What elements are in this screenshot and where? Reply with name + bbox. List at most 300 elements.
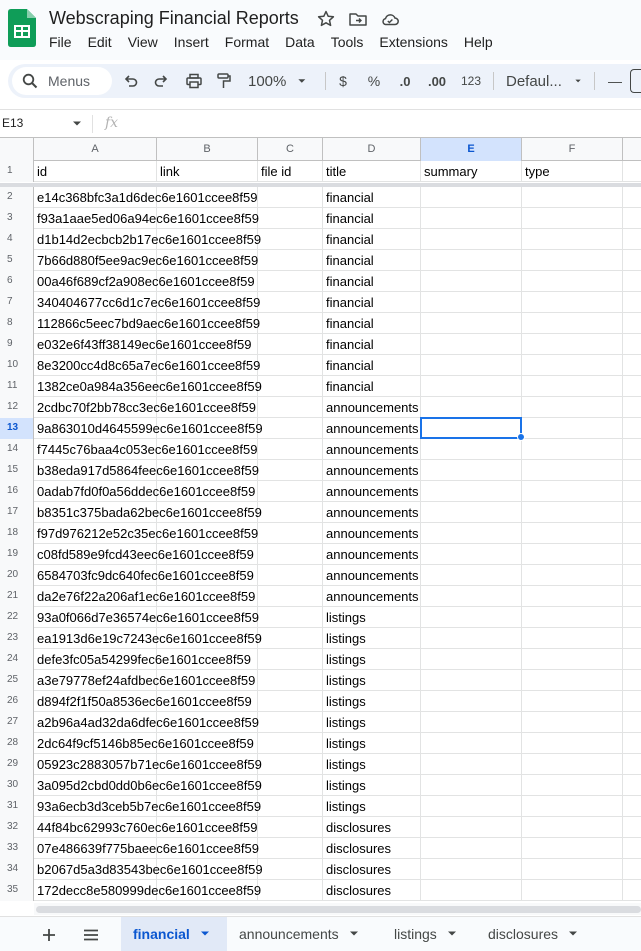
cell-id[interactable]: 0adab7fd0f0a56ddec6e1601ccee8f59 bbox=[34, 481, 157, 502]
cell-title[interactable]: financial bbox=[323, 250, 421, 271]
row-header[interactable]: 31 bbox=[0, 796, 34, 817]
cell-file-id[interactable] bbox=[258, 397, 323, 418]
chevron-down-icon bbox=[294, 76, 310, 86]
cell-title[interactable]: disclosures bbox=[323, 859, 421, 880]
row-header[interactable]: 2 bbox=[0, 187, 34, 208]
cell-type[interactable] bbox=[522, 397, 623, 418]
menu-file[interactable]: File bbox=[49, 34, 72, 50]
document-title[interactable]: Webscraping Financial Reports bbox=[49, 8, 299, 28]
menu-lines-icon bbox=[83, 929, 99, 941]
row-header[interactable]: 18 bbox=[0, 523, 34, 544]
column-header-e[interactable]: E bbox=[421, 138, 522, 161]
move-folder-icon[interactable] bbox=[348, 9, 368, 29]
cell-type[interactable] bbox=[522, 628, 623, 649]
cell-title[interactable]: announcements bbox=[323, 397, 421, 418]
header-cell-link[interactable]: link bbox=[157, 161, 258, 182]
table-row bbox=[0, 397, 641, 418]
row-header[interactable]: 24 bbox=[0, 649, 34, 670]
cell-id[interactable]: 00a46f689cf2a908ec6e1601ccee8f59 bbox=[34, 271, 157, 292]
cell-file-id[interactable] bbox=[258, 334, 323, 355]
row-header[interactable]: 3 bbox=[0, 208, 34, 229]
row-header[interactable]: 9 bbox=[0, 334, 34, 355]
cell-id[interactable]: 93a6ecb3d3ceb5b7ec6e1601ccee8f59 bbox=[34, 796, 157, 817]
menu-format[interactable]: Format bbox=[224, 34, 270, 50]
cell-id[interactable]: d894f2f1f50a8536ec6e1601ccee8f59 bbox=[34, 691, 157, 712]
row-header[interactable]: 15 bbox=[0, 460, 34, 481]
cell-title[interactable]: announcements bbox=[323, 544, 421, 565]
cell-id[interactable]: f7445c76baa4c053ec6e1601ccee8f59 bbox=[34, 439, 157, 460]
cell-summary[interactable] bbox=[421, 586, 522, 607]
table-row bbox=[0, 670, 641, 691]
table-row bbox=[0, 250, 641, 271]
scrollbar-thumb[interactable] bbox=[36, 906, 641, 913]
row-header[interactable]: 16 bbox=[0, 481, 34, 502]
formula-bar-divider bbox=[92, 115, 93, 133]
cell-type[interactable] bbox=[522, 649, 623, 670]
sheet-tab-label: disclosures bbox=[488, 926, 559, 942]
cell-file-id[interactable] bbox=[258, 649, 323, 670]
cell-type[interactable] bbox=[522, 733, 623, 754]
table-row bbox=[0, 754, 641, 775]
cell-title[interactable]: financial bbox=[323, 313, 421, 334]
column-header-b[interactable]: B bbox=[157, 138, 258, 161]
cell-type[interactable] bbox=[522, 775, 623, 796]
cell-file-id[interactable] bbox=[258, 628, 323, 649]
cell-file-id[interactable] bbox=[258, 481, 323, 502]
row-header[interactable]: 14 bbox=[0, 439, 34, 460]
cell-summary[interactable] bbox=[421, 565, 522, 586]
row-header[interactable]: 34 bbox=[0, 859, 34, 880]
cell-id[interactable]: 07e486639f775baeec6e1601ccee8f59 bbox=[34, 838, 157, 859]
menu-view[interactable]: View bbox=[127, 34, 158, 50]
cell-summary[interactable] bbox=[421, 376, 522, 397]
cell-file-id[interactable] bbox=[258, 229, 323, 250]
cell-title[interactable]: financial bbox=[323, 208, 421, 229]
chevron-down-icon[interactable] bbox=[72, 121, 82, 127]
row-header[interactable]: 35 bbox=[0, 880, 34, 901]
add-sheet-button[interactable] bbox=[38, 924, 60, 946]
cell-title[interactable]: financial bbox=[323, 355, 421, 376]
cell-summary[interactable] bbox=[421, 481, 522, 502]
row-header[interactable]: 26 bbox=[0, 691, 34, 712]
cell-file-id[interactable] bbox=[258, 460, 323, 481]
row-header[interactable]: 32 bbox=[0, 817, 34, 838]
zoom-select[interactable] bbox=[248, 64, 310, 98]
cell-file-id[interactable] bbox=[258, 712, 323, 733]
cell-summary[interactable] bbox=[421, 628, 522, 649]
cell-file-id[interactable] bbox=[258, 775, 323, 796]
cell-summary[interactable] bbox=[421, 754, 522, 775]
cell-file-id[interactable] bbox=[258, 355, 323, 376]
decrease-font-size-button[interactable]: — bbox=[608, 73, 622, 89]
sheet-tab-listings[interactable] bbox=[382, 917, 472, 951]
cell-file-id[interactable] bbox=[258, 439, 323, 460]
row-header[interactable]: 7 bbox=[0, 292, 34, 313]
column-header-f[interactable]: F bbox=[522, 138, 623, 161]
cell-summary[interactable] bbox=[421, 460, 522, 481]
star-icon[interactable] bbox=[316, 9, 336, 29]
cell-title[interactable]: financial bbox=[323, 229, 421, 250]
font-family-value: Defaul... bbox=[506, 72, 562, 90]
cell-file-id[interactable] bbox=[258, 607, 323, 628]
cell-id[interactable]: 1382ce0a984a356eec6e1601ccee8f59 bbox=[34, 376, 157, 397]
table-row bbox=[0, 161, 641, 182]
table-row bbox=[0, 586, 641, 607]
chevron-down-icon[interactable] bbox=[349, 931, 359, 937]
cell-id[interactable]: a3e79778ef24afdbec6e1601ccee8f59 bbox=[34, 670, 157, 691]
cell-type[interactable] bbox=[522, 418, 623, 439]
undo-icon bbox=[123, 73, 139, 89]
cell-id[interactable]: 172decc8e580999dec6e1601ccee8f59 bbox=[34, 880, 157, 901]
cell-title[interactable]: announcements bbox=[323, 502, 421, 523]
cell-id[interactable]: defe3fc05a54299fec6e1601ccee8f59 bbox=[34, 649, 157, 670]
cell-summary[interactable] bbox=[421, 271, 522, 292]
row-header[interactable]: 22 bbox=[0, 607, 34, 628]
cell-file-id[interactable] bbox=[258, 313, 323, 334]
row-header[interactable]: 5 bbox=[0, 250, 34, 271]
row-header[interactable]: 1 bbox=[0, 161, 34, 182]
cell-id[interactable]: 6584703fc9dc640fec6e1601ccee8f59 bbox=[34, 565, 157, 586]
chevron-down-icon[interactable] bbox=[200, 931, 210, 937]
table-row bbox=[0, 418, 641, 439]
row-header[interactable]: 19 bbox=[0, 544, 34, 565]
toolbar-divider bbox=[594, 72, 595, 90]
row-header[interactable]: 27 bbox=[0, 712, 34, 733]
cell-id[interactable]: 3a095d2cbd0dd0b6ec6e1601ccee8f59 bbox=[34, 775, 157, 796]
cell-id[interactable]: 7b66d880f5ee9ac9ec6e1601ccee8f59 bbox=[34, 250, 157, 271]
sheet-tab-financial[interactable] bbox=[121, 917, 227, 951]
cell-type[interactable] bbox=[522, 355, 623, 376]
name-box[interactable]: E13 bbox=[2, 116, 24, 130]
cell-summary[interactable] bbox=[421, 187, 522, 208]
cell-id[interactable]: 9a863010d4645599ec6e1601ccee8f59 bbox=[34, 418, 157, 439]
cell-file-id[interactable] bbox=[258, 271, 323, 292]
table-row bbox=[0, 523, 641, 544]
table-row bbox=[0, 187, 641, 208]
cell-summary[interactable] bbox=[421, 880, 522, 901]
cell-id[interactable]: e14c368bfc3a1d6dec6e1601ccee8f59 bbox=[34, 187, 157, 208]
row-header[interactable]: 33 bbox=[0, 838, 34, 859]
cell-summary[interactable] bbox=[421, 313, 522, 334]
header-cell-id[interactable]: id bbox=[34, 161, 157, 182]
cell-title[interactable]: financial bbox=[323, 334, 421, 355]
cell-type[interactable] bbox=[522, 229, 623, 250]
row-header[interactable]: 10 bbox=[0, 355, 34, 376]
cell-summary[interactable] bbox=[421, 355, 522, 376]
menu-bar bbox=[41, 33, 501, 53]
cell-title[interactable]: disclosures bbox=[323, 817, 421, 838]
cell-summary[interactable] bbox=[421, 439, 522, 460]
toolbar-divider bbox=[493, 72, 494, 90]
cell-title[interactable]: announcements bbox=[323, 565, 421, 586]
cell-title[interactable]: listings bbox=[323, 733, 421, 754]
paint-format-button[interactable] bbox=[211, 64, 237, 98]
cell-id[interactable]: ea1913d6e19c7243ec6e1601ccee8f59 bbox=[34, 628, 157, 649]
currency-format-button[interactable]: $ bbox=[339, 73, 347, 89]
cell-type[interactable] bbox=[522, 586, 623, 607]
row-header[interactable]: 8 bbox=[0, 313, 34, 334]
row-header[interactable]: 20 bbox=[0, 565, 34, 586]
column-header-g[interactable] bbox=[623, 138, 641, 161]
select-all-corner[interactable] bbox=[0, 138, 34, 161]
cell-id[interactable]: c08fd589e9fcd43eec6e1601ccee8f59 bbox=[34, 544, 157, 565]
cell-type[interactable] bbox=[522, 271, 623, 292]
cell-file-id[interactable] bbox=[258, 733, 323, 754]
cell-type[interactable] bbox=[522, 670, 623, 691]
row-header[interactable]: 25 bbox=[0, 670, 34, 691]
table-row bbox=[0, 502, 641, 523]
row-header[interactable]: 28 bbox=[0, 733, 34, 754]
sheet-tabs-bar bbox=[0, 916, 641, 951]
row-header[interactable]: 30 bbox=[0, 775, 34, 796]
cell-file-id[interactable] bbox=[258, 250, 323, 271]
cell-title[interactable]: listings bbox=[323, 628, 421, 649]
formula-input[interactable] bbox=[130, 116, 630, 132]
cell-file-id[interactable] bbox=[258, 817, 323, 838]
cell-id[interactable]: 2cdbc70f2bb78cc3ec6e1601ccee8f59 bbox=[34, 397, 157, 418]
cell-title[interactable]: announcements bbox=[323, 439, 421, 460]
cell-summary[interactable] bbox=[421, 334, 522, 355]
cell-summary[interactable] bbox=[421, 250, 522, 271]
row-header[interactable]: 29 bbox=[0, 754, 34, 775]
cell-type[interactable] bbox=[522, 439, 623, 460]
cell-file-id[interactable] bbox=[258, 670, 323, 691]
table-row bbox=[0, 292, 641, 313]
header-cell-title[interactable]: title bbox=[323, 161, 421, 182]
cell-summary[interactable] bbox=[421, 817, 522, 838]
cell-type[interactable] bbox=[522, 250, 623, 271]
cell-type[interactable] bbox=[522, 208, 623, 229]
menu-tools[interactable]: Tools bbox=[330, 34, 364, 50]
decrease-decimal-label: .0 bbox=[399, 73, 411, 89]
table-row bbox=[0, 691, 641, 712]
search-menus-button[interactable] bbox=[12, 67, 112, 95]
sheets-logo-icon[interactable] bbox=[8, 9, 36, 47]
chevron-down-icon bbox=[572, 76, 584, 86]
cell-title[interactable]: listings bbox=[323, 649, 421, 670]
cell-file-id[interactable] bbox=[258, 292, 323, 313]
fill-handle[interactable] bbox=[517, 433, 525, 441]
table-row bbox=[0, 838, 641, 859]
cell-type[interactable] bbox=[522, 607, 623, 628]
cell-id[interactable]: b38eda917d5864feec6e1601ccee8f59 bbox=[34, 460, 157, 481]
cell-summary[interactable] bbox=[421, 229, 522, 250]
header-cell-summary[interactable]: summary bbox=[421, 161, 522, 182]
cell-type[interactable] bbox=[522, 712, 623, 733]
cell-type[interactable] bbox=[522, 481, 623, 502]
cell-file-id[interactable] bbox=[258, 187, 323, 208]
spreadsheet-grid[interactable] bbox=[0, 137, 641, 902]
cell-id[interactable]: e032e6f43ff38149ec6e1601ccee8f59 bbox=[34, 334, 157, 355]
cell-file-id[interactable] bbox=[258, 502, 323, 523]
cell-title[interactable]: announcements bbox=[323, 523, 421, 544]
cell-file-id[interactable] bbox=[258, 796, 323, 817]
table-row bbox=[0, 208, 641, 229]
cell-title[interactable]: listings bbox=[323, 754, 421, 775]
cell-title[interactable]: announcements bbox=[323, 586, 421, 607]
cell-summary[interactable] bbox=[421, 418, 522, 439]
cell-summary[interactable] bbox=[421, 691, 522, 712]
horizontal-scrollbar[interactable] bbox=[34, 903, 641, 915]
row-header[interactable]: 21 bbox=[0, 586, 34, 607]
table-row bbox=[0, 334, 641, 355]
cell-id[interactable]: f93a1aae5ed06a94ec6e1601ccee8f59 bbox=[34, 208, 157, 229]
fx-icon: fx bbox=[105, 115, 119, 131]
cell-title[interactable]: listings bbox=[323, 796, 421, 817]
toolbar-divider bbox=[325, 72, 326, 90]
table-row bbox=[0, 859, 641, 880]
cell-type[interactable] bbox=[522, 859, 623, 880]
cell-type[interactable] bbox=[522, 817, 623, 838]
cell-title[interactable]: financial bbox=[323, 187, 421, 208]
cell-file-id[interactable] bbox=[258, 880, 323, 901]
cell-summary[interactable] bbox=[421, 292, 522, 313]
cell-type[interactable] bbox=[522, 754, 623, 775]
cell-id[interactable]: f97d976212e52c35ec6e1601ccee8f59 bbox=[34, 523, 157, 544]
cell-type[interactable] bbox=[522, 313, 623, 334]
cell-file-id[interactable] bbox=[258, 565, 323, 586]
menu-data[interactable]: Data bbox=[285, 34, 315, 50]
cell-type[interactable] bbox=[522, 460, 623, 481]
chevron-down-icon[interactable] bbox=[447, 931, 457, 937]
font-size-input[interactable] bbox=[630, 69, 641, 93]
cell-type[interactable] bbox=[522, 544, 623, 565]
cell-file-id[interactable] bbox=[258, 208, 323, 229]
cell-title[interactable]: listings bbox=[323, 670, 421, 691]
column-header-a[interactable]: A bbox=[34, 138, 157, 161]
cell-summary[interactable] bbox=[421, 523, 522, 544]
menu-edit[interactable]: Edit bbox=[87, 34, 112, 50]
cell-id[interactable]: 112866c5eec7bd9aec6e1601ccee8f59 bbox=[34, 313, 157, 334]
cell-id[interactable]: d1b14d2ecbcb2b17ec6e1601ccee8f59 bbox=[34, 229, 157, 250]
cell-type[interactable] bbox=[522, 796, 623, 817]
header-cell-type[interactable]: type bbox=[522, 161, 623, 182]
table-row bbox=[0, 607, 641, 628]
increase-decimal-button[interactable] bbox=[422, 64, 452, 98]
cell-summary[interactable] bbox=[421, 775, 522, 796]
cell-type[interactable] bbox=[522, 838, 623, 859]
cell-type[interactable] bbox=[522, 691, 623, 712]
cell-summary[interactable] bbox=[421, 208, 522, 229]
cell-summary[interactable] bbox=[421, 859, 522, 880]
cell-file-id[interactable] bbox=[258, 544, 323, 565]
cell-summary[interactable] bbox=[421, 649, 522, 670]
cell-id[interactable]: 2dc64f9cf5146b85ec6e1601ccee8f59 bbox=[34, 733, 157, 754]
cloud-saved-icon[interactable] bbox=[380, 9, 400, 29]
cell-title[interactable]: announcements bbox=[323, 460, 421, 481]
cell-title[interactable]: disclosures bbox=[323, 838, 421, 859]
cell-file-id[interactable] bbox=[258, 859, 323, 880]
cell-id[interactable]: 340404677cc6d1c7ec6e1601ccee8f59 bbox=[34, 292, 157, 313]
cell-file-id[interactable] bbox=[258, 754, 323, 775]
cell-file-id[interactable] bbox=[258, 838, 323, 859]
row-header[interactable]: 6 bbox=[0, 271, 34, 292]
font-family-select[interactable] bbox=[502, 64, 584, 98]
cell-title[interactable]: listings bbox=[323, 691, 421, 712]
cell-title[interactable]: announcements bbox=[323, 418, 421, 439]
cell-id[interactable]: b2067d5a3d83543bec6e1601ccee8f59 bbox=[34, 859, 157, 880]
cell-type[interactable] bbox=[522, 565, 623, 586]
print-button[interactable] bbox=[181, 64, 207, 98]
cell-id[interactable]: a2b96a4ad32da6dfec6e1601ccee8f59 bbox=[34, 712, 157, 733]
cell-id[interactable]: 8e3200cc4d8c65a7ec6e1601ccee8f59 bbox=[34, 355, 157, 376]
cell-title[interactable]: listings bbox=[323, 607, 421, 628]
cell-summary[interactable] bbox=[421, 712, 522, 733]
menu-extensions[interactable]: Extensions bbox=[379, 34, 448, 50]
percent-format-button[interactable]: % bbox=[367, 73, 381, 89]
cell-summary[interactable] bbox=[421, 733, 522, 754]
cell-id[interactable]: 44f84bc62993c760ec6e1601ccee8f59 bbox=[34, 817, 157, 838]
cell-file-id[interactable] bbox=[258, 523, 323, 544]
cell-type[interactable] bbox=[522, 880, 623, 901]
row-header[interactable]: 12 bbox=[0, 397, 34, 418]
column-header-c[interactable]: C bbox=[258, 138, 323, 161]
cell-id[interactable]: 93a0f066d7e36574ec6e1601ccee8f59 bbox=[34, 607, 157, 628]
chevron-down-icon[interactable] bbox=[568, 931, 578, 937]
row-header[interactable]: 23 bbox=[0, 628, 34, 649]
cell-summary[interactable] bbox=[421, 838, 522, 859]
decrease-decimal-button[interactable] bbox=[392, 64, 418, 98]
table-row bbox=[0, 712, 641, 733]
menu-help[interactable]: Help bbox=[463, 34, 493, 50]
row-header[interactable]: 4 bbox=[0, 229, 34, 250]
column-header-d[interactable]: D bbox=[323, 138, 421, 161]
cell-type[interactable] bbox=[522, 292, 623, 313]
cell-title[interactable]: financial bbox=[323, 271, 421, 292]
sheet-tab-disclosures[interactable] bbox=[476, 917, 596, 951]
cell-file-id[interactable] bbox=[258, 376, 323, 397]
cell-type[interactable] bbox=[522, 334, 623, 355]
cell-title[interactable]: financial bbox=[323, 292, 421, 313]
cell-summary[interactable] bbox=[421, 670, 522, 691]
cell-title[interactable]: listings bbox=[323, 775, 421, 796]
cell-type[interactable] bbox=[522, 376, 623, 397]
all-sheets-button[interactable] bbox=[80, 924, 102, 946]
menu-insert[interactable]: Insert bbox=[173, 34, 209, 50]
toolbar bbox=[8, 64, 641, 98]
more-formats-button[interactable]: 123 bbox=[460, 74, 482, 88]
cell-title[interactable]: listings bbox=[323, 712, 421, 733]
cell-title[interactable]: disclosures bbox=[323, 880, 421, 901]
undo-button[interactable] bbox=[118, 64, 144, 98]
cell-summary[interactable] bbox=[421, 544, 522, 565]
cell-title[interactable]: announcements bbox=[323, 481, 421, 502]
cell-type[interactable] bbox=[522, 523, 623, 544]
row-header[interactable]: 13 bbox=[0, 418, 34, 439]
redo-icon bbox=[153, 73, 169, 89]
cell-id[interactable]: 05923c2883057b71ec6e1601ccee8f59 bbox=[34, 754, 157, 775]
cell-summary[interactable] bbox=[421, 796, 522, 817]
paint-format-icon bbox=[216, 72, 232, 90]
redo-button[interactable] bbox=[148, 64, 174, 98]
table-row bbox=[0, 649, 641, 670]
sheet-tab-announcements[interactable] bbox=[227, 917, 373, 951]
cell-file-id[interactable] bbox=[258, 691, 323, 712]
row-header[interactable]: 17 bbox=[0, 502, 34, 523]
cell-file-id[interactable] bbox=[258, 586, 323, 607]
cell-type[interactable] bbox=[522, 502, 623, 523]
cell-id[interactable]: da2e76f22a206af1ec6e1601ccee8f59 bbox=[34, 586, 157, 607]
header-cell-file-id[interactable]: file id bbox=[258, 161, 323, 182]
row-header[interactable]: 11 bbox=[0, 376, 34, 397]
cell-title[interactable]: financial bbox=[323, 376, 421, 397]
cell-id[interactable]: b8351c375bada62bec6e1601ccee8f59 bbox=[34, 502, 157, 523]
cell-file-id[interactable] bbox=[258, 418, 323, 439]
cell-summary[interactable] bbox=[421, 397, 522, 418]
cell-type[interactable] bbox=[522, 187, 623, 208]
cell-summary[interactable] bbox=[421, 607, 522, 628]
cell-summary[interactable] bbox=[421, 502, 522, 523]
